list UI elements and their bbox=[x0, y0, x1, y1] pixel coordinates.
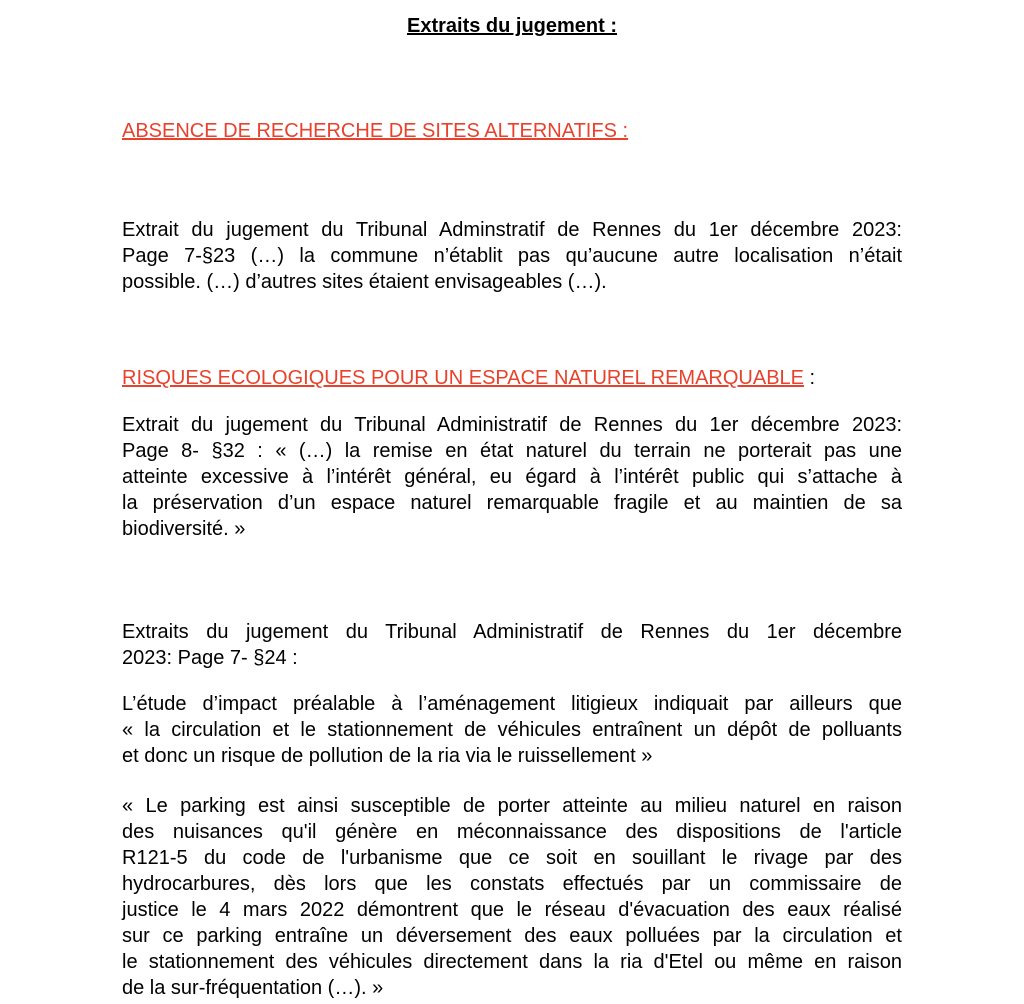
paragraph-line: Extrait du jugement du Tribunal Administratif de Rennes du 1er décembre 2023: bbox=[122, 414, 902, 436]
paragraph-line: « la circulation et le stationnement de véhicules entraînent un dépôt de polluants bbox=[122, 719, 902, 741]
section-heading-alternative-sites bbox=[122, 118, 628, 144]
paragraph-line: le stationnement des véhicules directement dans la ria d'Etel ou même en raison bbox=[122, 951, 902, 973]
paragraph-judgment-intro bbox=[122, 619, 902, 671]
paragraph-line: justice le 4 mars 2022 démontrent que le réseau d'évacuation des eaux réalisé bbox=[122, 899, 902, 921]
paragraph-line: Extrait du jugement du Tribunal Adminstratif de Rennes du 1er décembre 2023: bbox=[122, 219, 902, 241]
paragraph-line: la préservation d’un espace naturel remarquable fragile et au maintien de sa bbox=[122, 492, 902, 514]
paragraph-line: possible. (…) d’autres sites étaient envisageables (…). bbox=[122, 271, 607, 293]
document-title: Extraits du jugement : bbox=[406, 15, 618, 37]
paragraph-line: des nuisances qu'il génère en méconnaissance des dispositions de l'article bbox=[122, 821, 902, 843]
paragraph-line: biodiversité. » bbox=[122, 518, 246, 540]
paragraph-alternative-sites bbox=[122, 217, 902, 295]
paragraph-line: hydrocarbures, dès lors que les constats effectués par un commissaire de bbox=[122, 873, 902, 895]
paragraph-line: atteinte excessive à l’intérêt général, eu égard à l’intérêt public qui s’attache à bbox=[122, 466, 902, 488]
paragraph-line: 2023: Page 7- §24 : bbox=[122, 647, 298, 669]
paragraph-line: et donc un risque de pollution de la ria via le ruissellement » bbox=[122, 745, 653, 767]
paragraph-line: de la sur-fréquentation (…). » bbox=[122, 977, 384, 999]
paragraph-impact-study bbox=[122, 691, 902, 769]
paragraph-parking-quote bbox=[122, 793, 902, 1001]
section-heading-text: RISQUES ECOLOGIQUES POUR UN ESPACE NATUREL REMARQUABLE bbox=[122, 367, 804, 389]
section-heading-ecological-risks bbox=[122, 365, 815, 391]
paragraph-line: Extraits du jugement du Tribunal Administratif de Rennes du 1er décembre bbox=[122, 621, 902, 643]
paragraph-line: L’étude d’impact préalable à l’aménagement litigieux indiquait par ailleurs que bbox=[122, 693, 902, 715]
paragraph-ecological-risks bbox=[122, 412, 902, 542]
paragraph-line: Page 7-§23 (…) la commune n’établit pas qu’aucune autre localisation n’était bbox=[122, 245, 902, 267]
section-heading-suffix: : bbox=[804, 367, 816, 389]
section-heading-text: ABSENCE DE RECHERCHE DE SITES ALTERNATIFS : bbox=[122, 120, 629, 142]
paragraph-line: Page 8- §32 : « (…) la remise en état naturel du terrain ne porterait pas une bbox=[122, 440, 902, 462]
paragraph-line: sur ce parking entraîne un déversement des eaux polluées par la circulation et bbox=[122, 925, 902, 947]
paragraph-line: R121-5 du code de l'urbanisme que ce soit en souillant le rivage par des bbox=[122, 847, 902, 869]
paragraph-line: « Le parking est ainsi susceptible de porter atteinte au milieu naturel en raison bbox=[122, 795, 902, 817]
